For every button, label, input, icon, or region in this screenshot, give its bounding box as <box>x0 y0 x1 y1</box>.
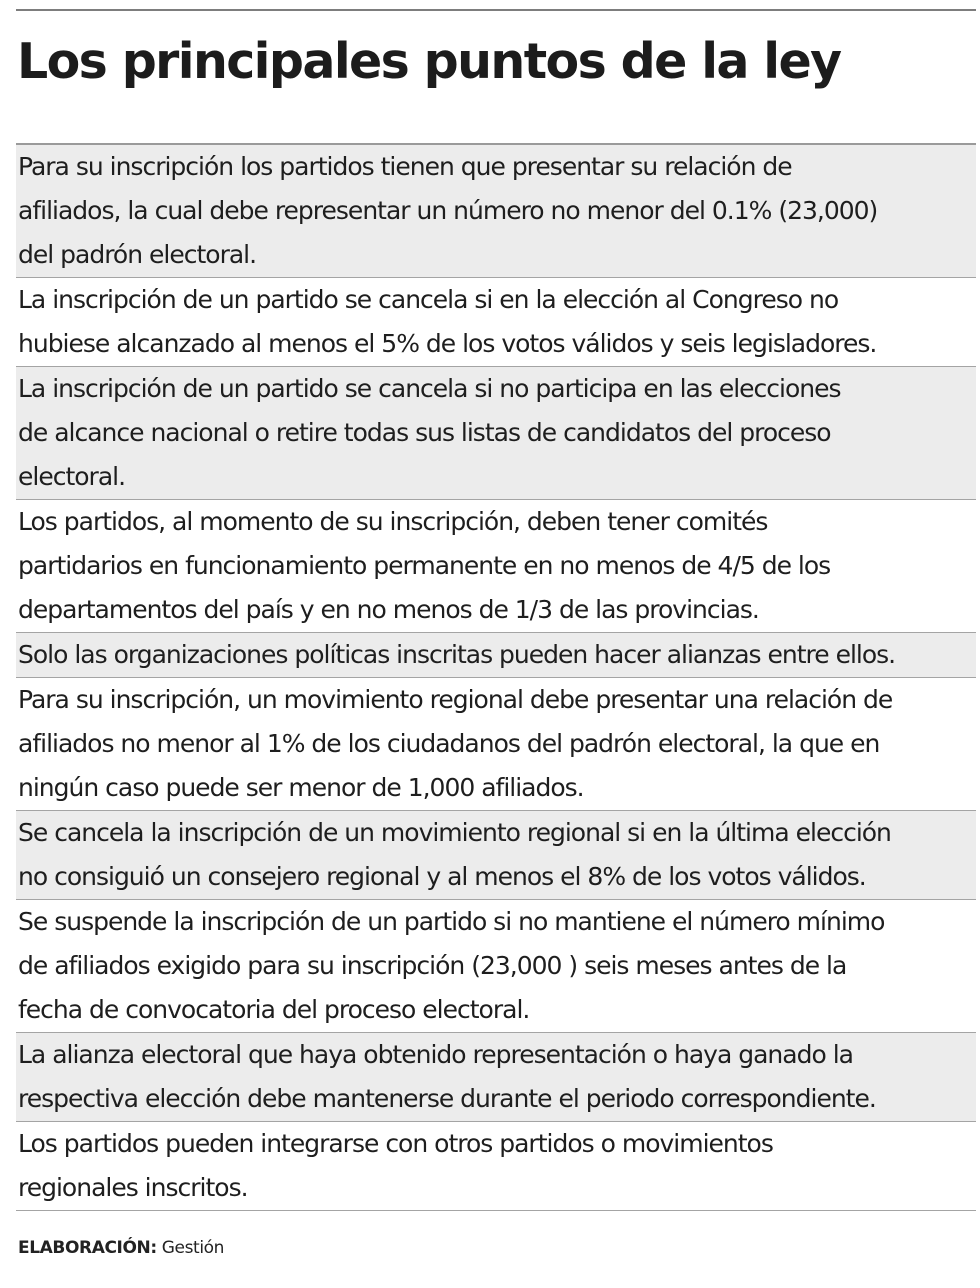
law-point-line: fecha de convocatoria del proceso electoral. <box>18 995 530 1024</box>
law-point-line: de alcance nacional o retire todas sus listas de candidatos del proceso <box>18 418 831 447</box>
law-point-7 <box>16 811 976 900</box>
credit-label: ELABORACIÓN: <box>18 1238 157 1258</box>
law-point-line: La alianza electoral que haya obtenido representación o haya ganado la <box>18 1040 853 1069</box>
law-point-line: Se cancela la inscripción de un movimiento regional si en la última elección <box>18 818 891 847</box>
law-point-line: afiliados, la cual debe representar un número no menor del 0.1% (23,000) <box>18 196 878 225</box>
top-rule <box>16 9 976 11</box>
law-point-3 <box>16 367 976 500</box>
law-point-line: Los partidos pueden integrarse con otros partidos o movimientos <box>18 1129 773 1158</box>
law-point-line: La inscripción de un partido se cancela si no participa en las elecciones <box>18 374 841 403</box>
law-point-line: Se suspende la inscripción de un partido si no mantiene el número mínimo <box>18 907 885 936</box>
points-list <box>16 143 976 1211</box>
law-point-line: del padrón electoral. <box>18 240 257 269</box>
law-point-line: La inscripción de un partido se cancela si en la elección al Congreso no <box>18 285 839 314</box>
law-point-6 <box>16 678 976 811</box>
law-point-10 <box>16 1122 976 1211</box>
page-title: Los principales puntos de la ley <box>17 33 841 90</box>
law-point-line: regionales inscritos. <box>18 1173 248 1202</box>
law-point-4 <box>16 500 976 633</box>
law-point-line: hubiese alcanzado al menos el 5% de los votos válidos y seis legisladores. <box>18 329 877 358</box>
law-point-line: Solo las organizaciones políticas inscritas pueden hacer alianzas entre ellos. <box>18 640 896 669</box>
law-point-line: afiliados no menor al 1% de los ciudadanos del padrón electoral, la que en <box>18 729 880 758</box>
law-point-9 <box>16 1033 976 1122</box>
law-point-line: departamentos del país y en no menos de 1/3 de las provincias. <box>18 595 759 624</box>
credit-footer <box>18 1236 224 1260</box>
law-point-line: partidarios en funcionamiento permanente en no menos de 4/5 de los <box>18 551 831 580</box>
law-point-line: no consiguió un consejero regional y al menos el 8% de los votos válidos. <box>18 862 866 891</box>
law-point-line: respectiva elección debe mantenerse durante el periodo correspondiente. <box>18 1084 876 1113</box>
law-point-line: electoral. <box>18 462 126 491</box>
law-point-8 <box>16 900 976 1033</box>
credit-source: Gestión <box>161 1238 225 1258</box>
law-point-line: Para su inscripción, un movimiento regional debe presentar una relación de <box>18 685 893 714</box>
law-point-line: Los partidos, al momento de su inscripción, deben tener comités <box>18 507 768 536</box>
law-point-2 <box>16 278 976 367</box>
law-point-line: de afiliados exigido para su inscripción (23,000 ) seis meses antes de la <box>18 951 847 980</box>
law-point-1 <box>16 145 976 278</box>
law-point-line: ningún caso puede ser menor de 1,000 afiliados. <box>18 773 584 802</box>
law-point-5 <box>16 633 976 678</box>
law-point-line: Para su inscripción los partidos tienen que presentar su relación de <box>18 152 792 181</box>
